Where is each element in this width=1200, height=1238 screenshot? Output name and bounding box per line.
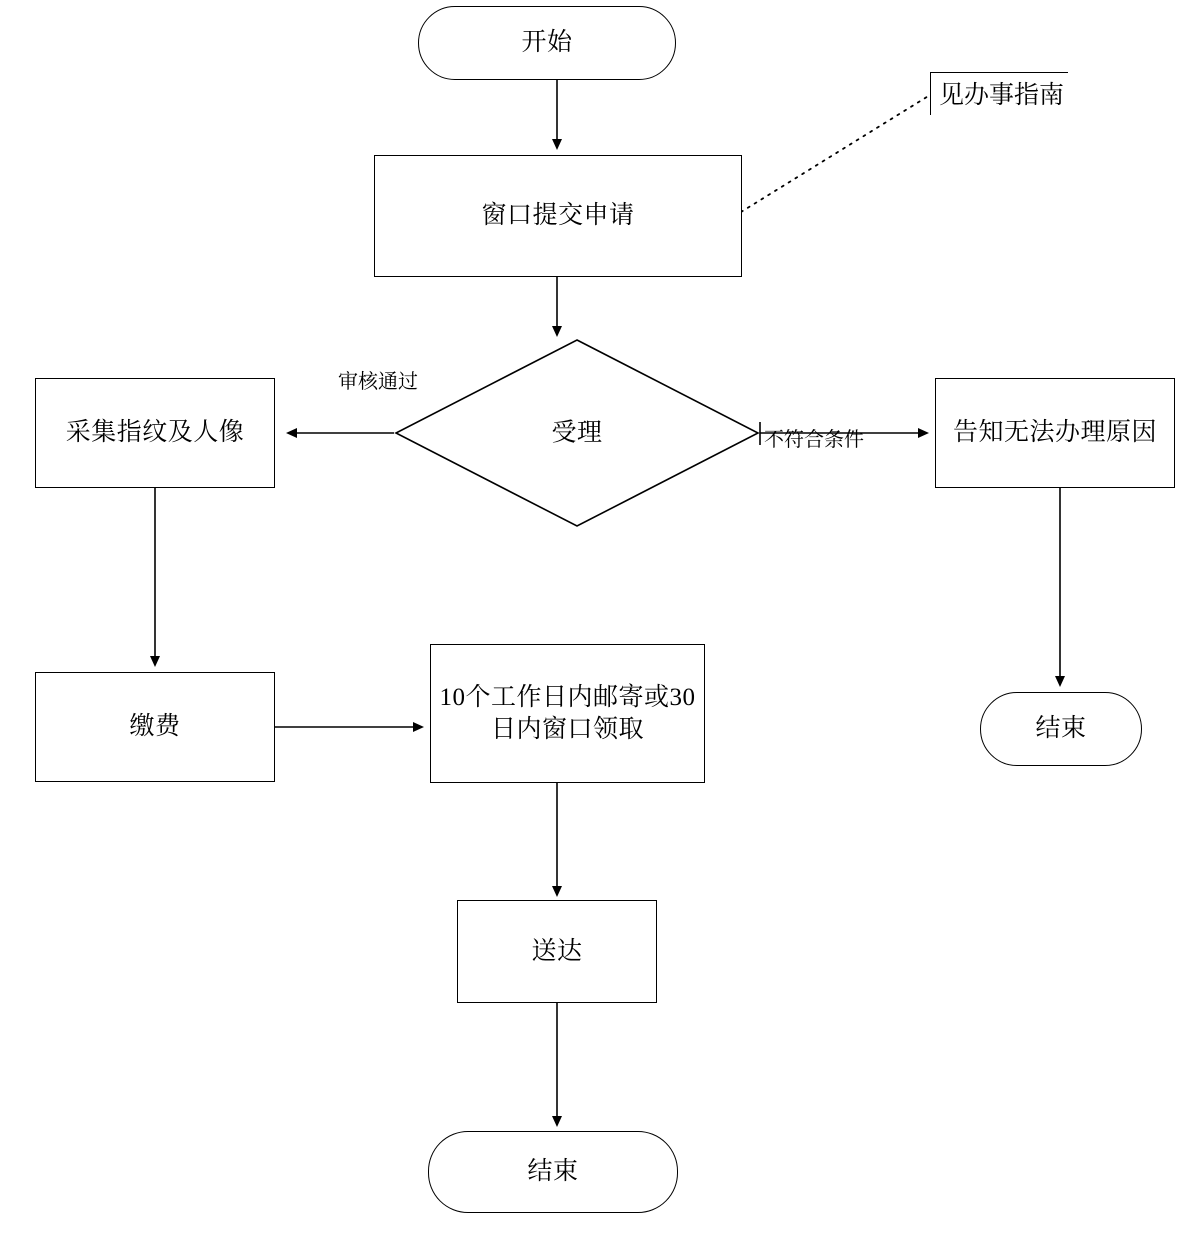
- node-submit-application-label: 窗口提交申请: [481, 202, 635, 230]
- node-end-right-label: 结束: [1035, 715, 1087, 743]
- node-start-label: 开始: [521, 29, 573, 57]
- edge-label-not-qualified: 不符合条件: [764, 429, 864, 451]
- node-delivery-option-label: 10个工作日内邮寄或30日内窗口领取: [439, 684, 696, 743]
- node-collect-biometrics: [35, 378, 275, 488]
- node-payment-label: 缴费: [129, 713, 181, 741]
- node-deliver-label: 送达: [531, 937, 583, 965]
- node-end-bottom-label: 结束: [527, 1158, 579, 1186]
- node-end-bottom: [428, 1131, 678, 1213]
- node-inform-rejection: [935, 378, 1175, 488]
- node-payment: [35, 672, 275, 782]
- node-delivery-option: [430, 644, 705, 783]
- node-end-right: [980, 692, 1142, 766]
- note-service-guide: 见办事指南: [930, 72, 1068, 115]
- edge-label-approved: 审核通过: [338, 371, 418, 393]
- node-start: [418, 6, 676, 80]
- node-collect-biometrics-label: 采集指纹及人像: [65, 419, 245, 447]
- node-accept-decision-label: 受理: [551, 419, 603, 447]
- node-inform-rejection-label: 告知无法办理原因: [952, 419, 1157, 447]
- node-deliver: [457, 900, 657, 1003]
- node-accept-decision: [394, 338, 760, 528]
- node-submit-application: [374, 155, 742, 277]
